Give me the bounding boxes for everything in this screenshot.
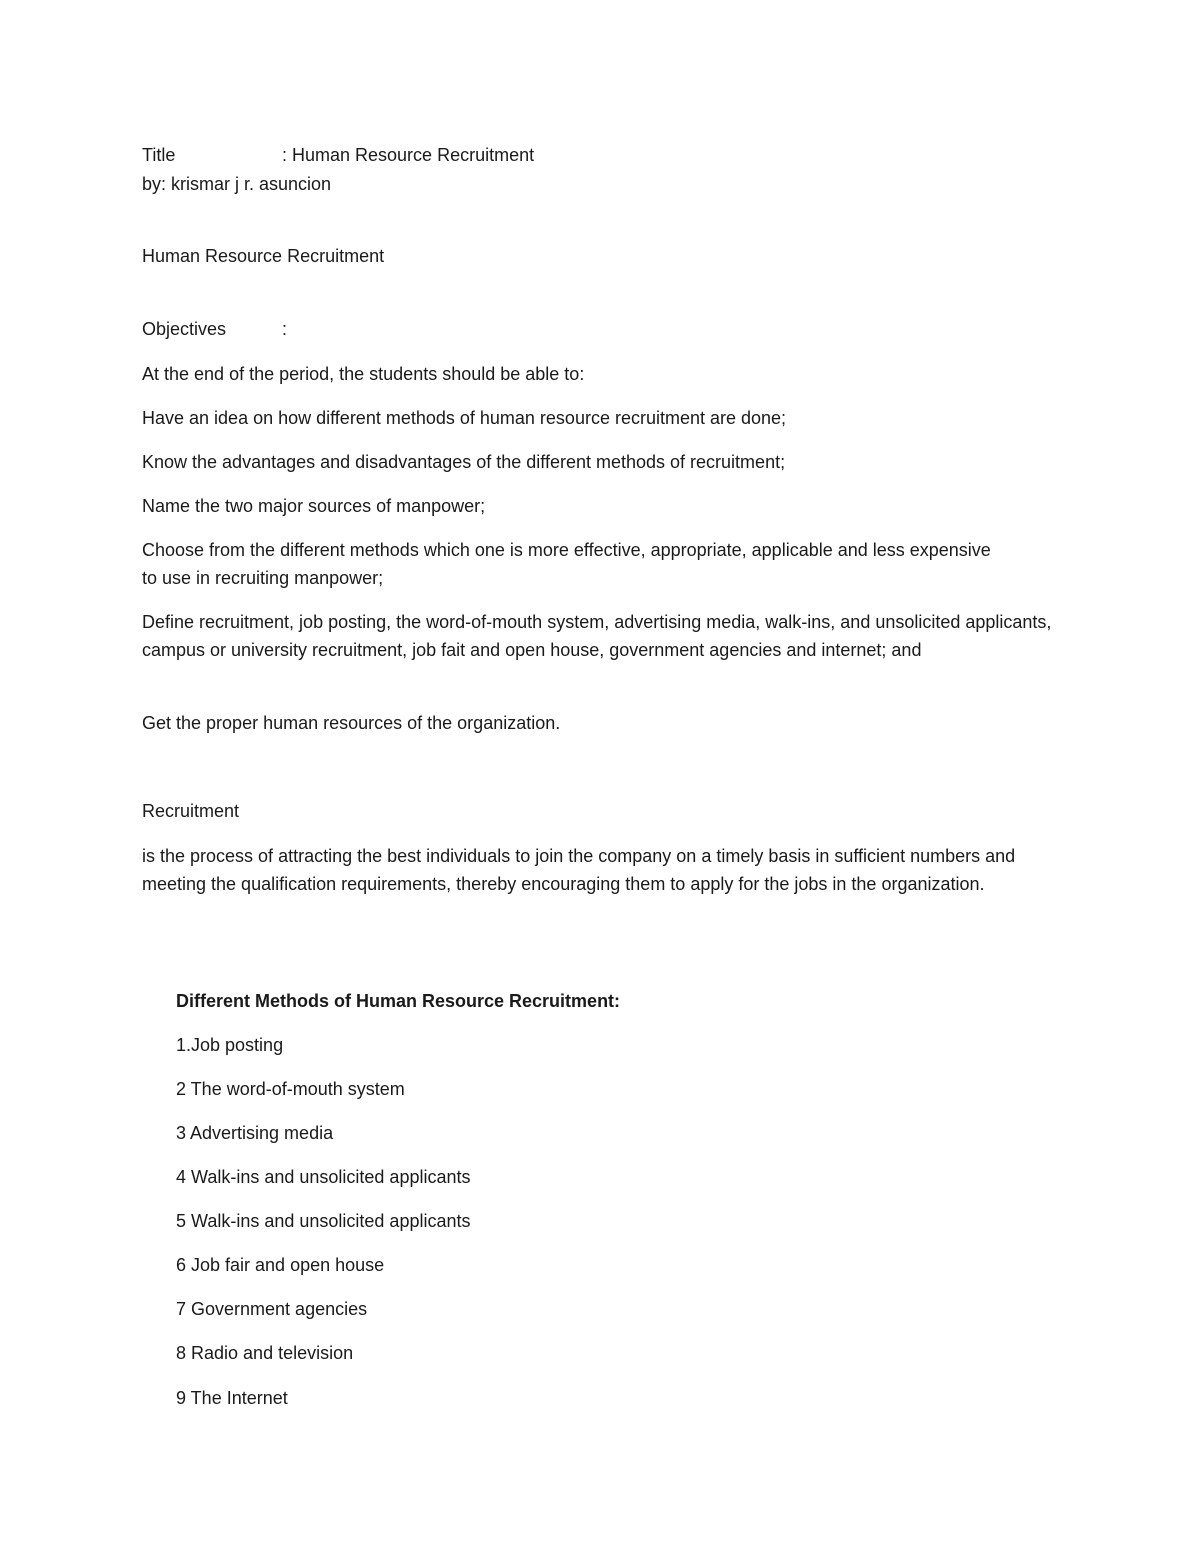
objectives-heading: [142, 315, 287, 343]
method-item: 9 The Internet: [176, 1388, 288, 1408]
methods-heading: Different Methods of Human Resource Recruitment:: [176, 991, 621, 1011]
recruitment-heading: Recruitment: [142, 801, 240, 821]
method-item: 8 Radio and television: [176, 1343, 354, 1363]
objectives-intro: At the end of the period, the students should be able to:: [142, 364, 585, 384]
objective-item: Know the advantages and disadvantages of the different methods of recruitment;: [142, 452, 786, 472]
objective-item: Have an idea on how different methods of human resource recruitment are done;: [142, 408, 787, 428]
method-item: 4 Walk-ins and unsolicited applicants: [176, 1167, 471, 1187]
title-value: : Human Resource Recruitment: [282, 145, 535, 165]
method-item: 6 Job fair and open house: [176, 1255, 385, 1275]
objectives-label: Objectives: [142, 319, 227, 339]
recruitment-definition: is the process of attracting the best individuals to join the company on a timely basis in sufficient numbers and meeting the qualification requirements, thereby encouraging them to apply for the jobs in the organization.: [142, 846, 1016, 894]
method-item: 3 Advertising media: [176, 1123, 334, 1143]
method-item: 1.Job posting: [176, 1035, 284, 1055]
doc-title: Human Resource Recruitment: [142, 246, 385, 266]
method-item: 5 Walk-ins and unsolicited applicants: [176, 1211, 471, 1231]
objectives-colon: :: [282, 319, 288, 339]
title-label: Title: [142, 145, 176, 165]
method-item: 2 The word-of-mouth system: [176, 1079, 405, 1099]
title-line: [142, 141, 534, 169]
byline: by: krismar j r. asuncion: [142, 174, 332, 194]
method-item: 7 Government agencies: [176, 1299, 368, 1319]
objective-item: Choose from the different methods which one is more effective, appropriate, applicable and less expensive to use in recruiting manpower;: [142, 540, 991, 588]
objective-item: Define recruitment, job posting, the word-of-mouth system, advertising media, walk-ins, and unsolicited applicants, campus or university recruitment, job fait and open house, government agencies and internet; and: [142, 612, 1052, 660]
objective-item: Name the two major sources of manpower;: [142, 496, 486, 516]
objective-item: Get the proper human resources of the organization.: [142, 713, 561, 733]
